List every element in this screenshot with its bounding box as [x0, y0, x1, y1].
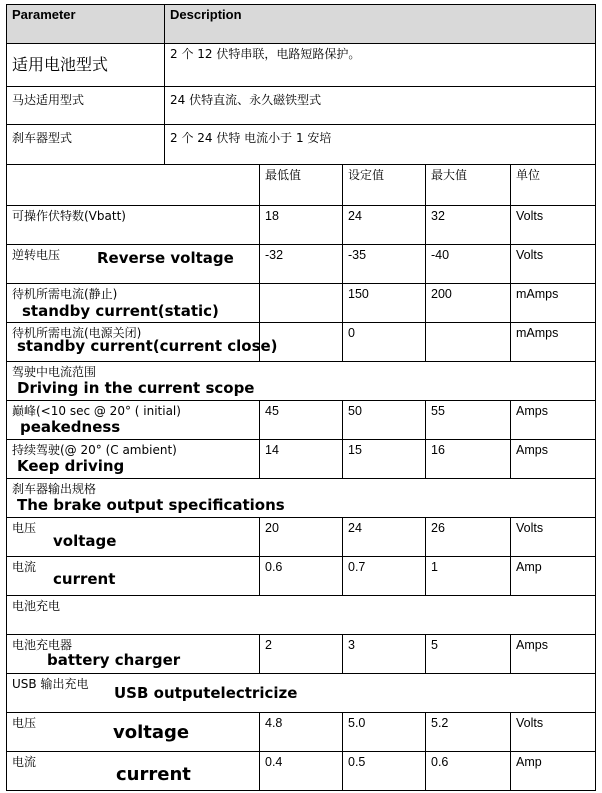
spec-row-set: 24	[342, 205, 426, 245]
spec-header-unit: 单位	[510, 164, 596, 206]
spec-row-label: 巅峰(<10 sec @ 20° ( initial)	[6, 400, 260, 440]
section-battery-charging: 电池充电	[6, 595, 596, 635]
spec-row-max: 200	[425, 283, 511, 323]
spec-row-min: 14	[259, 439, 343, 479]
spec-row-unit: Amp	[510, 556, 596, 596]
spec-row-set: 0.7	[342, 556, 426, 596]
section-usb-output: USB 输出充电	[6, 673, 596, 713]
spec-header-min: 最低值	[259, 164, 343, 206]
motor-type-label: 马达适用型式	[6, 86, 165, 125]
spec-row-max: 5.2	[425, 712, 511, 752]
spec-row-english: current	[116, 764, 191, 785]
spec-row-english: current	[53, 570, 116, 588]
spec-row-label: 电流	[6, 751, 260, 791]
spec-row-unit: Volts	[510, 244, 596, 284]
spec-row-label: 电流	[6, 556, 260, 596]
spec-row-min	[259, 283, 343, 323]
spec-row-min: 4.8	[259, 712, 343, 752]
spec-row-set: 150	[342, 283, 426, 323]
section-english: The brake output specifications	[17, 496, 285, 514]
spec-row-set: 0	[342, 322, 426, 362]
spec-row-english: Keep driving	[17, 457, 125, 475]
spec-row-max: 0.6	[425, 751, 511, 791]
spec-row-max: 26	[425, 517, 511, 557]
spec-row-unit: Amps	[510, 400, 596, 440]
spec-row-set: 24	[342, 517, 426, 557]
spec-row-english: battery charger	[47, 651, 181, 669]
spec-header-set: 设定值	[342, 164, 426, 206]
brake-type-label: 刹车器型式	[6, 124, 165, 165]
spec-row-unit: Amps	[510, 634, 596, 674]
spec-row-unit: Amp	[510, 751, 596, 791]
spec-row-english: peakedness	[20, 418, 121, 436]
spec-row-unit: mAmps	[510, 322, 596, 362]
spec-row-unit: Volts	[510, 712, 596, 752]
spec-row-set: 0.5	[342, 751, 426, 791]
spec-row-label: 电压	[6, 712, 260, 752]
section-english: USB outputelectricize	[114, 684, 298, 702]
spec-row-set: 50	[342, 400, 426, 440]
battery-type-value: 2 个 12 伏特串联，电路短路保护。	[164, 43, 596, 87]
motor-type-value: 24 伏特直流、永久磁铁型式	[164, 86, 596, 125]
spec-header-max: 最大值	[425, 164, 511, 206]
spec-row-set: 5.0	[342, 712, 426, 752]
spec-row-min: -32	[259, 244, 343, 284]
section-brake-output: 刹车器输出规格	[6, 478, 596, 518]
spec-row-english: standby current(static)	[22, 302, 219, 320]
spec-row-label: 持续驾驶(@ 20° (C ambient)	[6, 439, 260, 479]
spec-row-label: 可操作伏特数(Vbatt)	[6, 205, 260, 245]
spec-row-label: 待机所需电流(电源关闭)	[6, 322, 260, 362]
spec-row-label: 逆转电压	[6, 244, 260, 284]
spec-row-unit: mAmps	[510, 283, 596, 323]
spec-row-max: -40	[425, 244, 511, 284]
spec-row-english: voltage	[53, 532, 117, 550]
spec-row-max: 1	[425, 556, 511, 596]
spec-row-min: 45	[259, 400, 343, 440]
spec-row-max: 16	[425, 439, 511, 479]
spec-row-unit: Volts	[510, 517, 596, 557]
spec-row-max	[425, 322, 511, 362]
spec-row-min: 0.6	[259, 556, 343, 596]
section-english: Driving in the current scope	[17, 379, 255, 397]
spec-header-blank	[6, 164, 260, 206]
spec-row-set: 15	[342, 439, 426, 479]
spec-row-min: 18	[259, 205, 343, 245]
spec-row-label: 电压	[6, 517, 260, 557]
spec-row-unit: Amps	[510, 439, 596, 479]
spec-row-english: standby current(current close)	[17, 337, 278, 355]
battery-type-label: 适用电池型式	[6, 43, 165, 87]
spec-row-min: 20	[259, 517, 343, 557]
spec-row-set: 3	[342, 634, 426, 674]
spec-row-english: voltage	[113, 722, 190, 743]
spec-row-max: 32	[425, 205, 511, 245]
spec-row-min: 0.4	[259, 751, 343, 791]
spec-row-unit: Volts	[510, 205, 596, 245]
spec-row-label: 电池充电器	[6, 634, 260, 674]
section-driving-current: 驾驶中电流范围	[6, 361, 596, 401]
header-description: Description	[164, 4, 596, 44]
spec-row-max: 5	[425, 634, 511, 674]
spec-row-min: 2	[259, 634, 343, 674]
spec-row-max: 55	[425, 400, 511, 440]
brake-type-value: 2 个 24 伏特 电流小于 1 安培	[164, 124, 596, 165]
spec-row-english: Reverse voltage	[97, 249, 234, 267]
header-parameter: Parameter	[6, 4, 165, 44]
spec-row-set: -35	[342, 244, 426, 284]
spec-row-label: 待机所需电流(静止)	[6, 283, 260, 323]
